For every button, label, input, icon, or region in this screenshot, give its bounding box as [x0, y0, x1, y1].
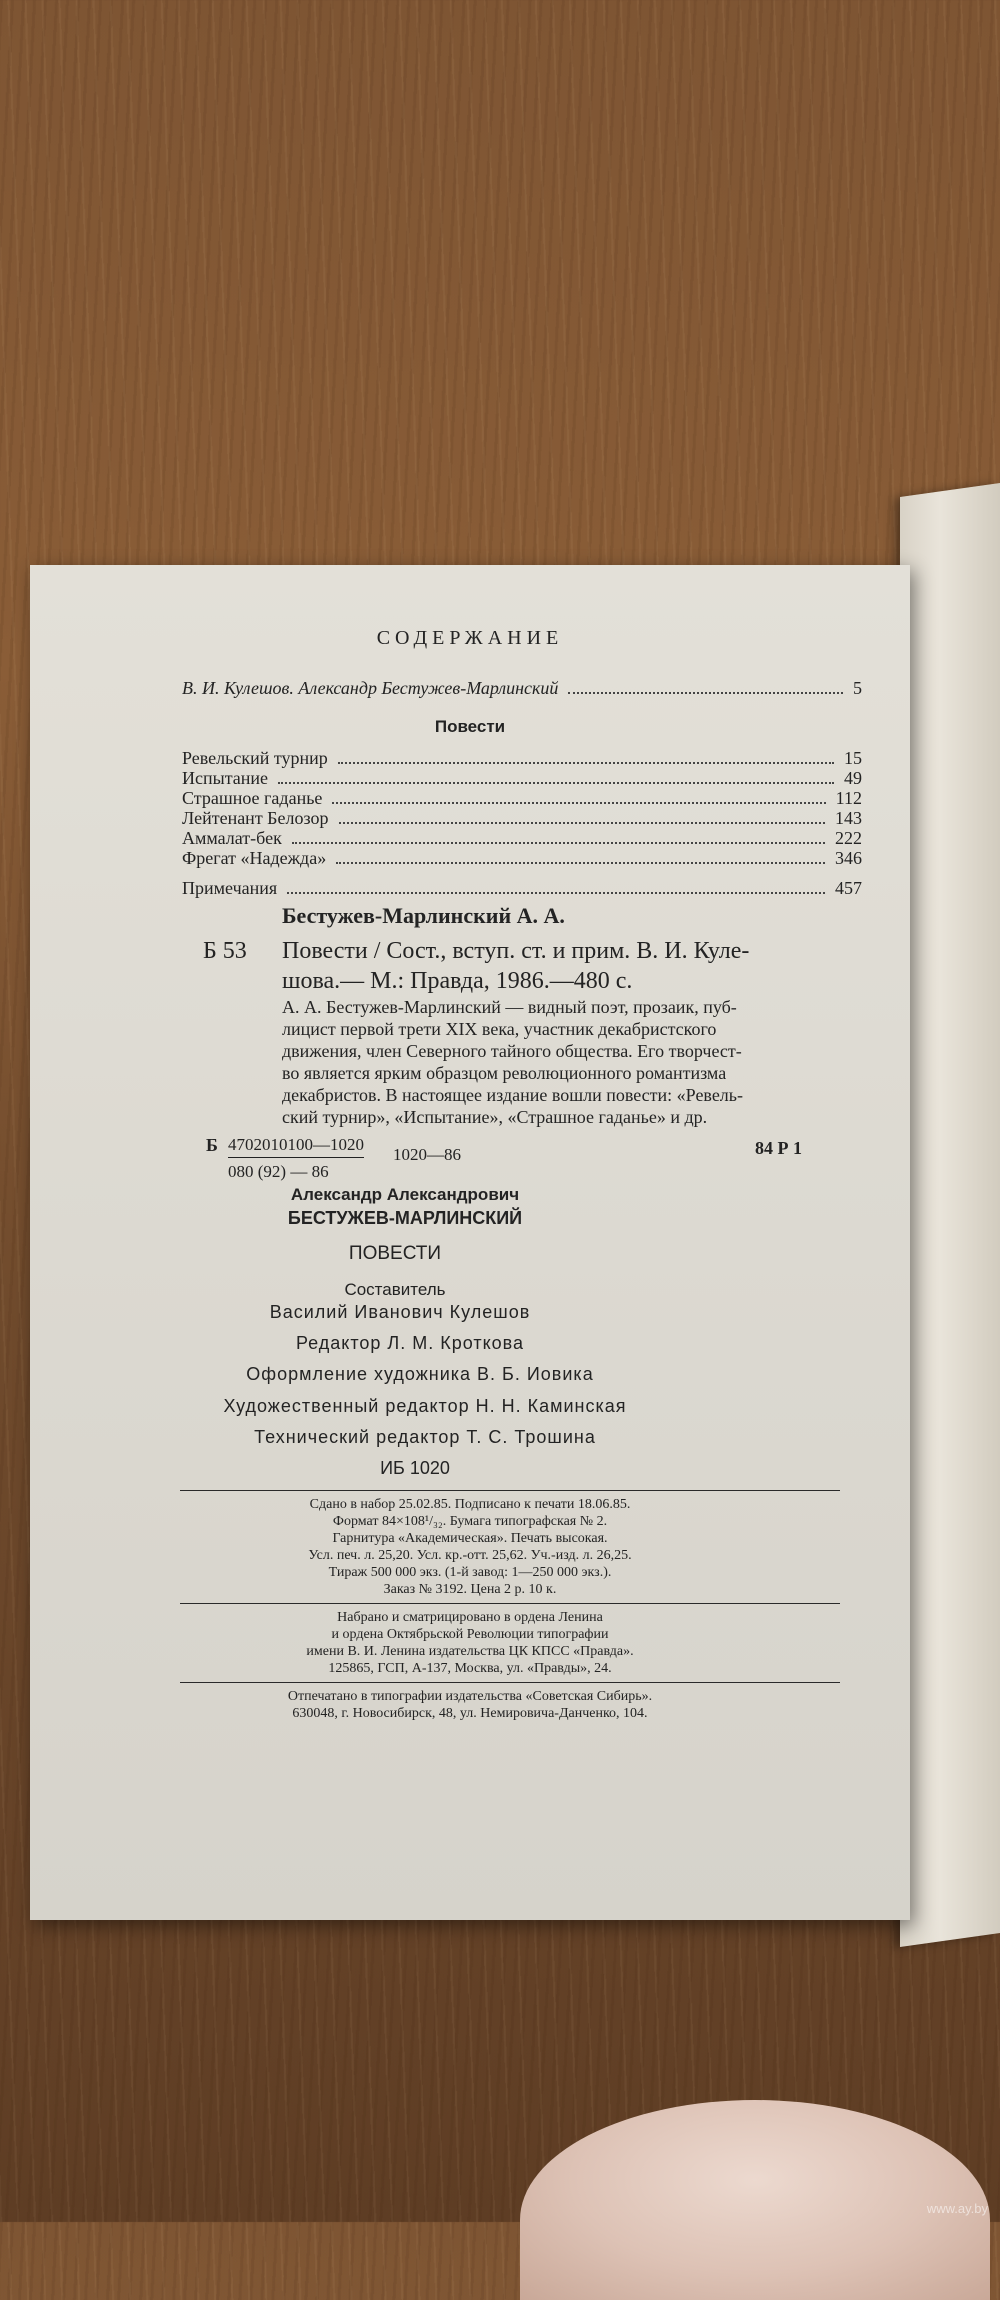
annotation-line: ский турнир», «Испытание», «Страшное гаданье» и др.	[282, 1107, 708, 1127]
toc-item-page: 49	[844, 768, 862, 788]
imprint-rule	[180, 1490, 840, 1491]
toc-intro-label: В. И. Кулешов. Александр Бестужев-Марлинский	[182, 678, 559, 698]
toc-item-label: Страшное гаданье	[182, 788, 323, 808]
toc-item-page: 143	[835, 808, 862, 828]
bib-author: Бестужев-Марлинский А. А.	[282, 903, 565, 928]
imprint-line: Усл. печ. л. 25,20. Усл. кр.-отт. 25,62. Уч.-изд. л. 26,25.	[308, 1548, 632, 1563]
imprint-line: Формат 84×108¹/₃₂. Бумага типографская № 2.	[332, 1514, 608, 1529]
watermark: www.ay.by	[926, 2201, 988, 2216]
author-full-name: Александр Александрович	[290, 1185, 520, 1204]
annotation-line: А. А. Бестужев-Марлинский — видный поэт, прозаик, пуб-	[282, 997, 737, 1017]
toc-dots	[278, 782, 834, 784]
toc-item-label: Аммалат-бек	[182, 828, 282, 848]
art-editor-credit: Художественный редактор Н. Н. Каминская	[223, 1396, 627, 1416]
toc-title: СОДЕРЖАНИЕ	[376, 627, 564, 649]
toc-item-label: Фрегат «Надежда»	[182, 848, 327, 868]
imprint-rule	[180, 1603, 840, 1604]
tech-editor-credit: Технический редактор Т. С. Трошина	[254, 1427, 596, 1447]
imprint-line: Тираж 500 000 экз. (1-й завод: 1—250 000 экз.).	[328, 1565, 612, 1580]
editor-credit: Редактор Л. М. Кроткова	[295, 1333, 525, 1353]
imprint-line: Набрано и сматрицировано в ордена Ленина	[337, 1610, 603, 1625]
toc-dots	[568, 692, 843, 694]
index-middle: 1020—86	[393, 1145, 461, 1164]
index-denominator: 080 (92) — 86	[228, 1162, 329, 1181]
toc-item-page: 15	[844, 748, 862, 768]
toc-dots	[287, 892, 825, 894]
toc-item-page: 112	[835, 788, 862, 808]
annotation-line: во является ярким образцом революционного романтизма	[282, 1063, 727, 1083]
bib-line-1: Повести / Сост., вступ. ст. и прим. В. И. Куле-	[282, 938, 750, 964]
annotation-line: декабристов. В настоящее издание вошли повести: «Ревель-	[282, 1085, 743, 1105]
index-letter: Б	[206, 1135, 218, 1155]
imprint-line: Заказ № 3192. Цена 2 р. 10 к.	[383, 1582, 557, 1597]
toc-intro-page: 5	[853, 678, 862, 698]
book-page	[30, 565, 910, 1920]
toc-dots	[292, 842, 825, 844]
compiler-label: Составитель	[344, 1280, 446, 1299]
imprint-line: 630048, г. Новосибирск, 48, ул. Немировича-Данченко, 104.	[292, 1706, 648, 1721]
book-title: ПОВЕСТИ	[348, 1243, 442, 1264]
toc-notes-page: 457	[835, 878, 862, 898]
toc-dots	[332, 802, 825, 804]
design-credit: Оформление художника В. Б. Иовика	[246, 1364, 594, 1384]
toc-item	[182, 848, 862, 874]
toc-dots	[338, 762, 834, 764]
compiler-name: Василий Иванович Кулешов	[269, 1302, 531, 1322]
toc-section-heading: Повести	[434, 717, 506, 736]
toc-item-page: 222	[835, 828, 862, 848]
toc-intro-row	[182, 678, 862, 704]
toc-item-label: Лейтенант Белозор	[182, 808, 329, 828]
annotation-line: лицист первой трети XIX века, участник декабристского	[282, 1019, 717, 1039]
imprint-line: имени В. И. Ленина издательства ЦК КПСС «Правда».	[306, 1644, 634, 1659]
bib-code: Б 53	[203, 938, 247, 964]
index-classification: 84 Р 1	[755, 1138, 802, 1158]
imprint-line: Гарнитура «Академическая». Печать высокая.	[332, 1531, 608, 1546]
imprint-line: 125865, ГСП, А-137, Москва, ул. «Правды», 24.	[328, 1661, 612, 1676]
book-page-edge	[900, 483, 1000, 1947]
toc-item-page: 346	[835, 848, 862, 868]
imprint-line: Отпечатано в типографии издательства «Советская Сибирь».	[287, 1689, 653, 1704]
ib-number: ИБ 1020	[380, 1458, 450, 1478]
annotation-line: движения, член Северного тайного общества. Его творчест-	[282, 1041, 742, 1061]
toc-item-label: Испытание	[182, 768, 269, 788]
imprint-rule	[180, 1682, 840, 1683]
toc-dots	[339, 822, 826, 824]
thumb	[520, 2100, 990, 2300]
imprint-line: и ордена Октябрьской Революции типографии	[331, 1627, 609, 1642]
toc-notes-label: Примечания	[182, 878, 278, 898]
index-numerator: 4702010100—1020	[228, 1135, 364, 1158]
toc-notes-row	[182, 878, 862, 904]
toc-dots	[336, 862, 825, 864]
bib-line-2: шова.— М.: Правда, 1986.—480 с.	[282, 968, 633, 994]
imprint-line: Сдано в набор 25.02.85. Подписано к печати 18.06.85.	[309, 1497, 631, 1512]
author-surname: БЕСТУЖЕВ-МАРЛИНСКИЙ	[287, 1208, 523, 1228]
toc-item-label: Ревельский турнир	[182, 748, 328, 768]
